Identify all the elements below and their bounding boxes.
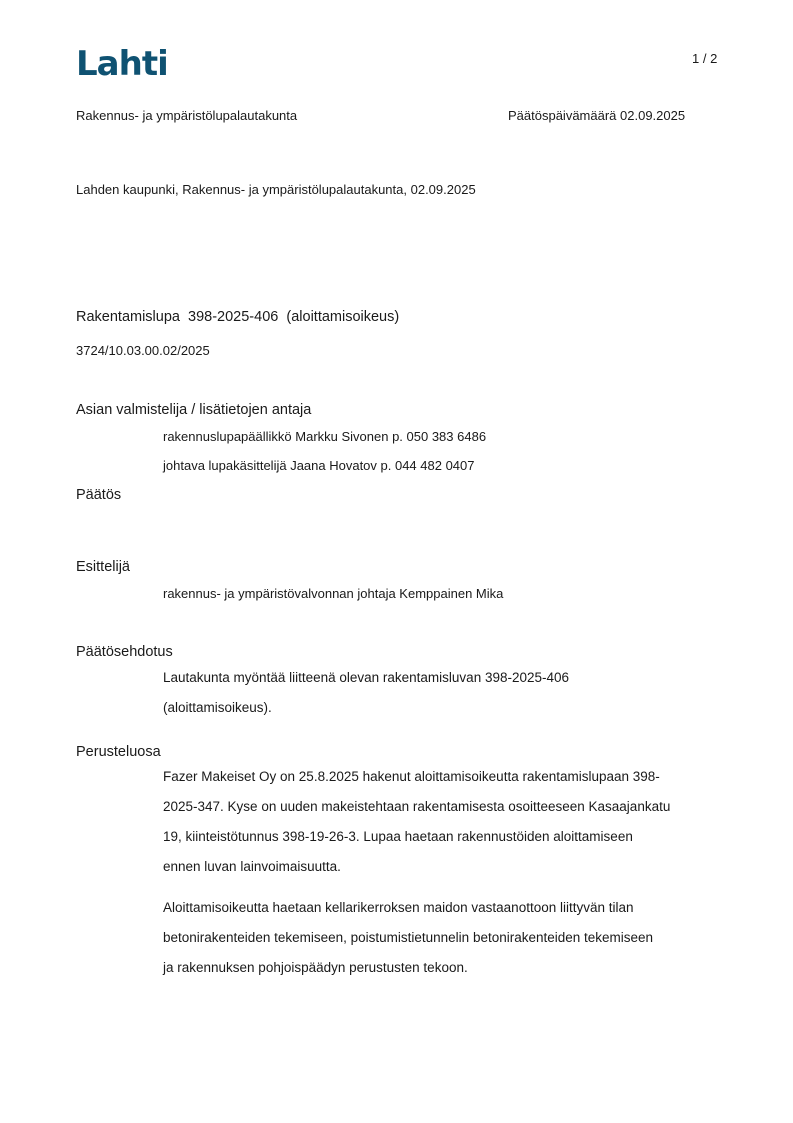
grounds-line: 19, kiinteistötunnus 398-19-26-3. Lupaa haetaan rakennustöiden aloittamiseen (163, 829, 633, 844)
grounds-line: betonirakenteiden tekemiseen, poistumistietunnelin betonirakenteiden tekemiseen (163, 930, 654, 945)
lahti-logo: Lahti (76, 44, 168, 84)
record-number: 3724/10.03.00.02/2025 (76, 343, 210, 358)
grounds-line: Aloittamisoikeutta haetaan kellarikerroksen maidon vastaanottoon liittyvän tilan (163, 900, 634, 915)
preparer-person-2: johtava lupakäsittelijä Jaana Hovatov p. 044 482 0407 (163, 458, 475, 473)
grounds-line: Fazer Makeiset Oy on 25.8.2025 hakenut aloittamisoikeutta rakentamislupaan 398- (163, 769, 660, 784)
grounds-line: ennen luvan lainvoimaisuutta. (163, 859, 341, 874)
proposal-line: (aloittamisoikeus). (163, 700, 272, 715)
proposal-line: Lautakunta myöntää liitteenä olevan rakentamisluvan 398-2025-406 (163, 670, 570, 685)
grounds-label: Perusteluosa (76, 744, 161, 760)
page-number: 1 / 2 (692, 51, 718, 66)
preparer-person-1: rakennuslupapäällikkö Markku Sivonen p. 050 383 6486 (163, 429, 487, 444)
document-title: Rakentamislupa 398-2025-406 (aloittamisoikeus) (76, 309, 400, 325)
grounds-paragraph-2 (163, 893, 723, 983)
grounds-line: 2025-347. Kyse on uuden makeistehtaan rakentamisesta osoitteeseen Kasaajankatu (163, 799, 671, 814)
grounds-line: ja rakennuksen pohjoispäädyn perustusten tekoon. (163, 960, 468, 975)
preparer-label: Asian valmistelija / lisätietojen antaja (76, 402, 312, 418)
presenter-label: Esittelijä (76, 559, 130, 575)
proposal-text (163, 663, 723, 723)
grounds-paragraph-1 (163, 762, 723, 882)
decision-date: Päätöspäivämäärä 02.09.2025 (508, 108, 686, 123)
meeting-line: Lahden kaupunki, Rakennus- ja ympäristölupalautakunta, 02.09.2025 (76, 182, 476, 197)
presenter-text: rakennus- ja ympäristövalvonnan johtaja Kemppainen Mika (163, 586, 504, 601)
proposal-label: Päätösehdotus (76, 644, 173, 660)
decision-label: Päätös (76, 487, 122, 503)
committee-name: Rakennus- ja ympäristölupalautakunta (76, 108, 298, 123)
